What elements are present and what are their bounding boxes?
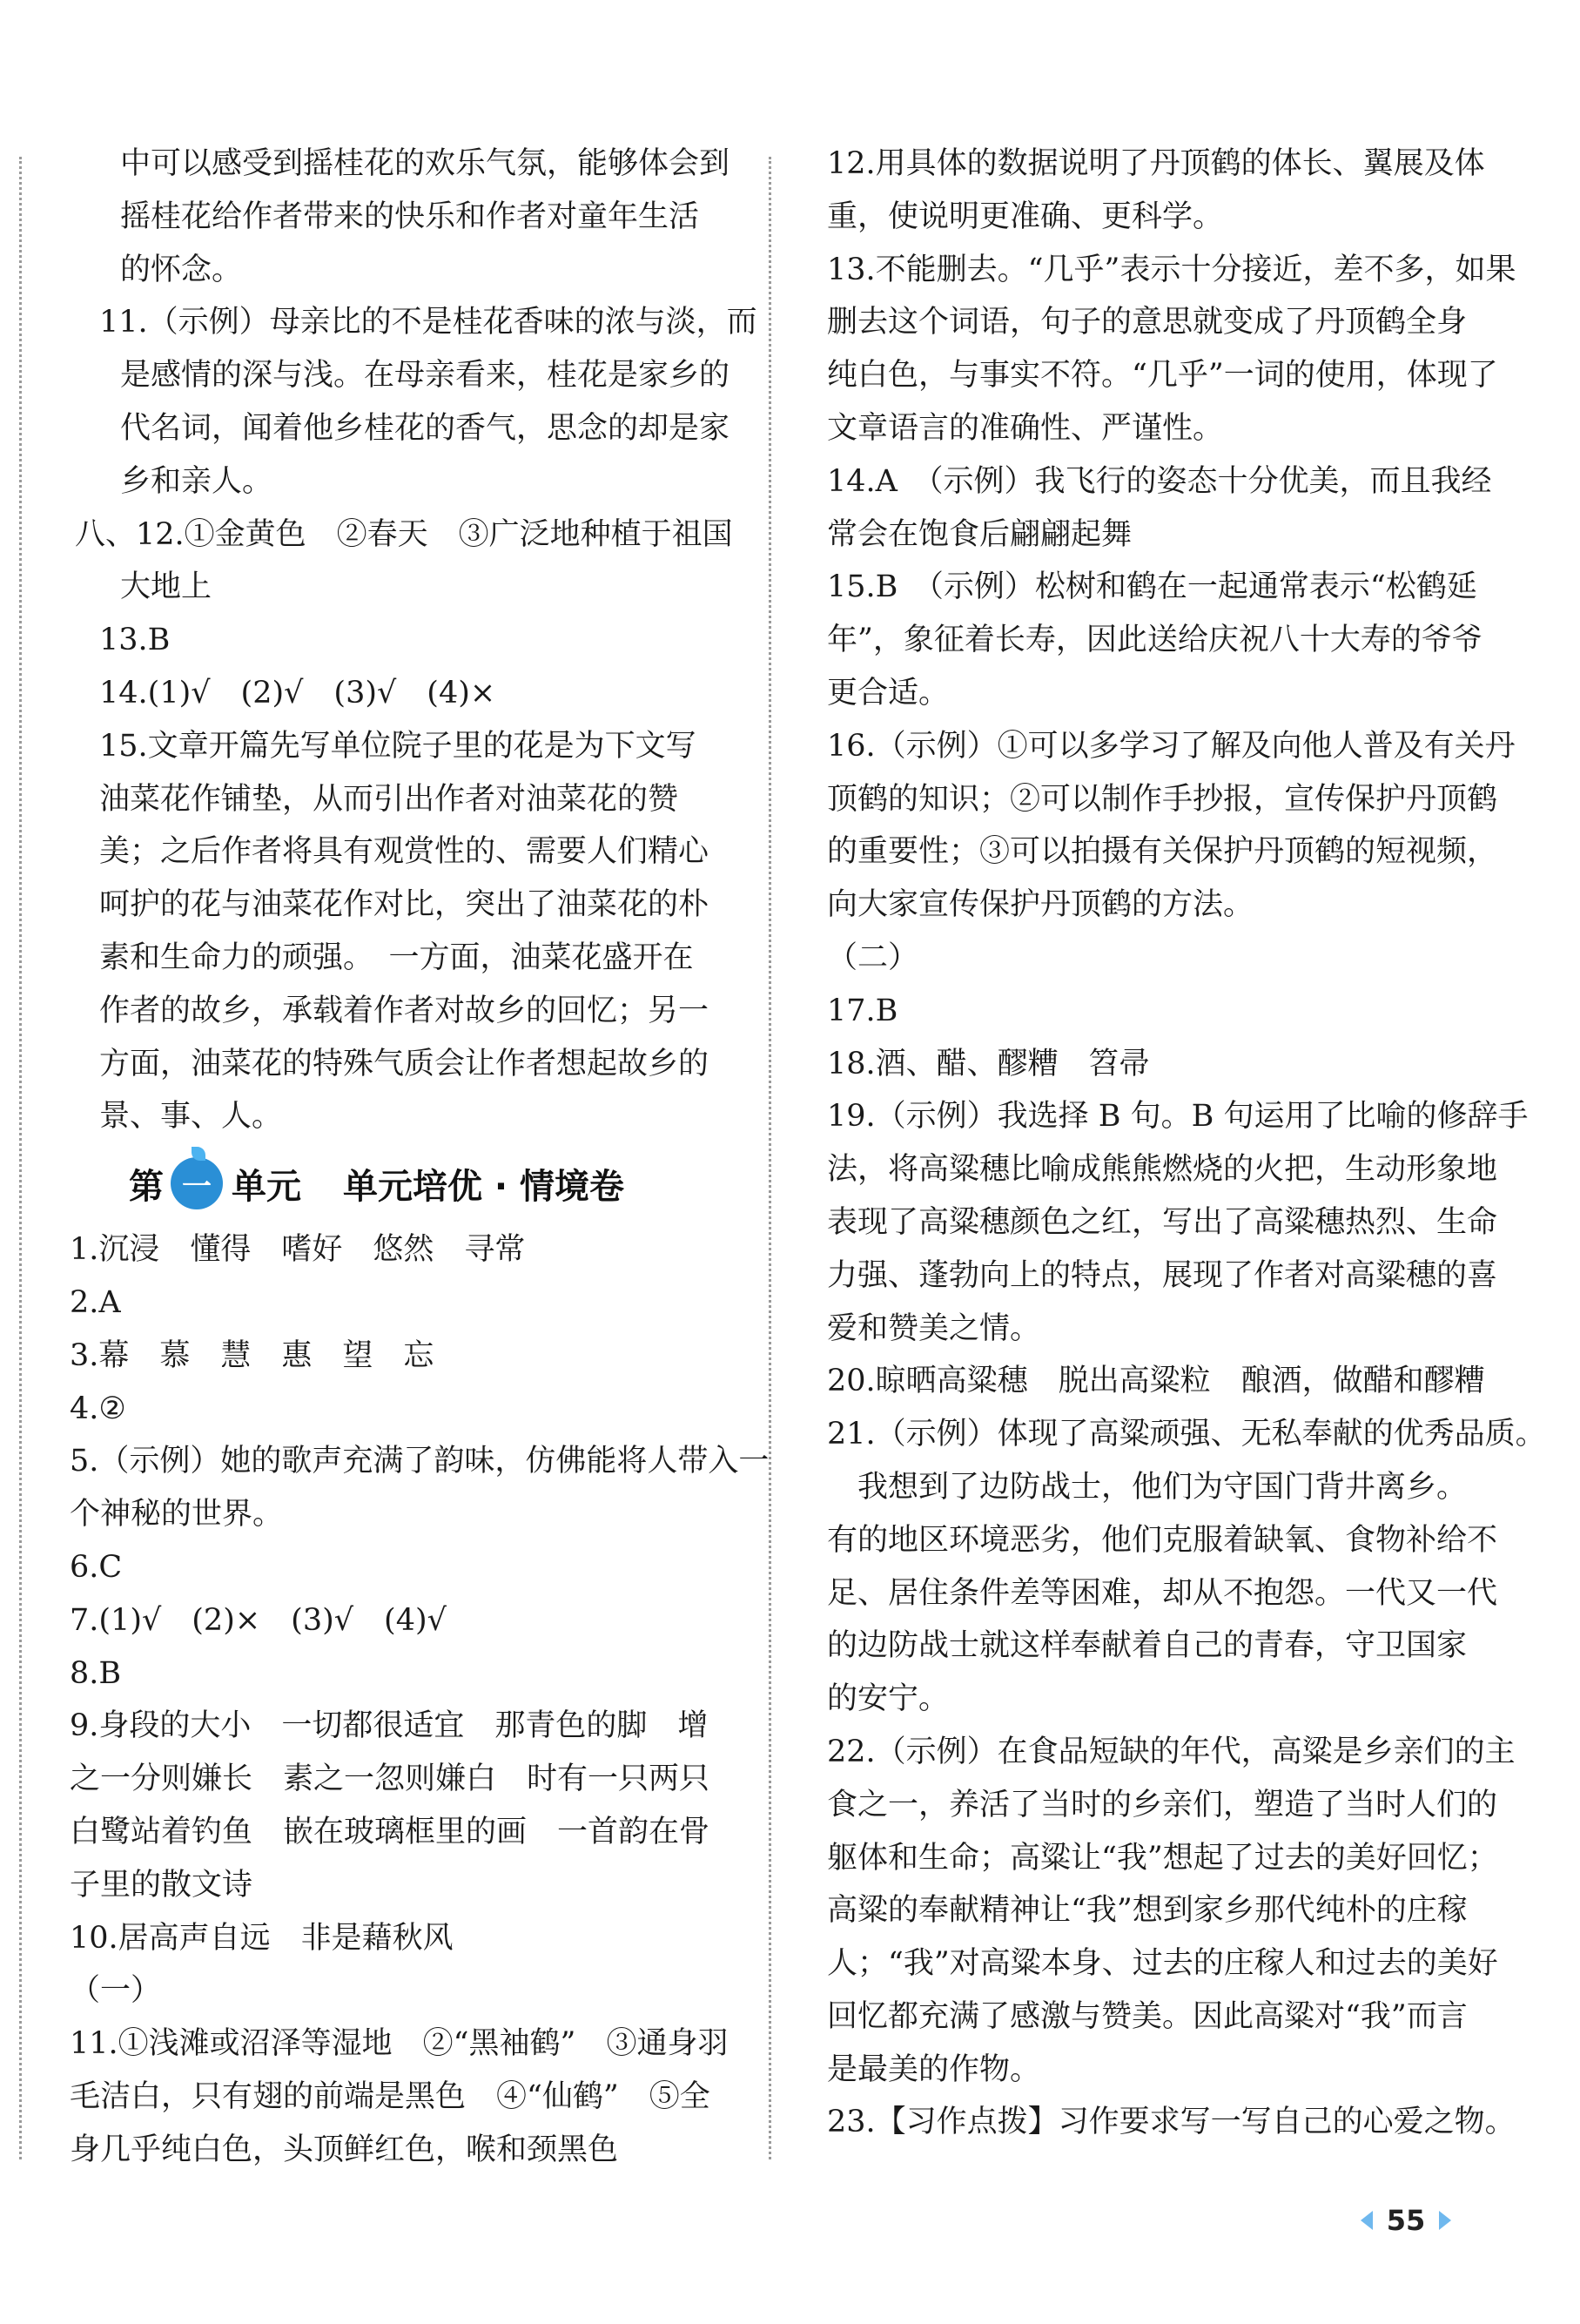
text-line: 的安宁。: [827, 1681, 950, 1717]
prev-arrow-icon: [1361, 2211, 1373, 2230]
text-line: 摇桂花给作者带来的快乐和作者对童年生活: [120, 199, 700, 234]
text-line: 纯白色，与事实不符。“几乎”一词的使用，体现了: [827, 358, 1498, 394]
answer-8: 8.B: [70, 1655, 122, 1691]
text-line: 爱和赞美之情。: [827, 1310, 1041, 1346]
unit-number: 一: [182, 1169, 212, 1204]
answer-11: 11.①浅滩或沼泽等湿地 ②“黑袖鹤” ③通身羽: [70, 2026, 729, 2062]
answer-15: 15.B （示例）松树和鹤在一起通常表示“松鹤延: [827, 569, 1477, 605]
text-line: 足、居住条件差等困难，却从不抱怨。一代又一代: [827, 1575, 1498, 1611]
text-line: 呵护的花与油菜花作对比，突出了油菜花的朴: [99, 887, 709, 923]
text-line: 之一分则嫌长 素之一忽则嫌白 时有一只两只: [70, 1762, 710, 1797]
text-line: 身几乎纯白色，头顶鲜红色，喉和颈黑色: [70, 2132, 619, 2167]
answer-13: 13.不能删去。“几乎”表示十分接近，差不多，如果: [827, 252, 1516, 287]
answer-2: 2.A: [70, 1284, 121, 1320]
text-line: 回忆都充满了感激与赞美。因此高粱对“我”而言: [827, 1998, 1468, 2034]
unit-heading-prefix: 第: [129, 1166, 164, 1207]
text-line: 个神秘的世界。: [70, 1497, 284, 1532]
text-line: 力强、蓬勃向上的特点，展现了作者对高粱穗的喜: [827, 1257, 1498, 1293]
answer-14: 14.(1)√ (2)√ (3)√ (4)×: [99, 675, 496, 711]
text-line: 白鹭站着钓鱼 嵌在玻璃框里的画 一首韵在骨: [70, 1814, 710, 1849]
answer-5: 5.（示例）她的歌声充满了韵味，仿佛能将人带入一: [70, 1444, 770, 1479]
text-line: 的重要性；③可以拍摄有关保护丹顶鹤的短视频，: [827, 834, 1498, 870]
answer-23: 23.【习作点拨】习作要求写一写自己的心爱之物。: [827, 2105, 1516, 2140]
column-divider: [769, 157, 771, 2159]
text-line: 景、事、人。: [99, 1099, 283, 1135]
text-line: 作者的故乡，承载着作者对故乡的回忆；另一: [99, 993, 709, 1028]
section-8-answer-12: 八、12.①金黄色 ②春天 ③广泛地种植于祖国: [75, 516, 733, 552]
text-line: 删去这个词语，句子的意思就变成了丹顶鹤全身: [827, 305, 1468, 340]
answer-14: 14.A （示例）我飞行的姿态十分优美，而且我经: [827, 463, 1492, 499]
text-line: 高粱的奉献精神让“我”想到家乡那代纯朴的庄稼: [827, 1893, 1468, 1929]
answer-12: 12.用具体的数据说明了丹顶鹤的体长、翼展及体: [827, 146, 1485, 181]
page-number: 55: [1386, 2204, 1426, 2237]
page-footer: [1336, 2199, 1476, 2242]
answer-15: 15.文章开篇先写单位院子里的花是为下文写: [99, 728, 696, 764]
answer-17: 17.B: [827, 993, 898, 1028]
answer-20: 20.晾晒高粱穗 脱出高粱粒 酿酒，做醋和醪糟: [827, 1364, 1485, 1399]
unit-heading: [70, 1143, 731, 1223]
answer-6: 6.C: [70, 1549, 123, 1585]
answer-3: 3.幕 慕 慧 惠 望 忘: [70, 1337, 434, 1373]
answer-7: 7.(1)√ (2)× (3)√ (4)√: [70, 1602, 447, 1638]
answer-10: 10.居高声自远 非是藉秋风: [70, 1920, 454, 1956]
text-line: 素和生命力的顽强。 一方面，油菜花盛开在: [99, 940, 694, 975]
text-line: 方面，油菜花的特殊气质会让作者想起故乡的: [99, 1046, 709, 1081]
text-line: 表现了高粱穗颜色之红，写出了高粱穗热烈、生命: [827, 1204, 1498, 1240]
text-line: 是最美的作物。: [827, 2051, 1041, 2087]
text-line: 的边防战士就这样奉献着自己的青春，守卫国家: [827, 1628, 1468, 1664]
text-line: 文章语言的准确性、严谨性。: [827, 410, 1224, 446]
answer-22: 22.（示例）在食品短缺的年代，高粱是乡亲们的主: [827, 1734, 1516, 1769]
unit-heading-title: 单元培优 · 情境卷: [343, 1166, 625, 1207]
text-line: 有的地区环境恶劣，他们克服着缺氧、食物补给不: [827, 1522, 1498, 1558]
text-line: 是感情的深与浅。在母亲看来，桂花是家乡的: [120, 358, 730, 394]
answer-11: 11.（示例）母亲比的不是桂花香味的浓与淡，而: [99, 305, 757, 340]
unit-heading-suffix: 单元: [232, 1166, 301, 1207]
text-line: 躯体和生命；高粱让“我”想起了过去的美好回忆；: [827, 1840, 1498, 1876]
text-line: 的怀念。: [120, 252, 243, 287]
text-line: 毛洁白，只有翅的前端是黑色 ④“仙鹤” ⑤全: [70, 2078, 710, 2114]
answer-4: 4.②: [70, 1391, 126, 1426]
text-line: 油菜花作铺垫，从而引出作者对油菜花的赞: [99, 781, 679, 817]
text-line: 食之一，养活了当时的乡亲们，塑造了当时人们的: [827, 1787, 1498, 1822]
text-line: 美；之后作者将具有观赏性的、需要人们精心: [99, 834, 709, 870]
left-column: [70, 138, 770, 2176]
text-line: 向大家宣传保护丹顶鹤的方法。: [827, 887, 1254, 923]
text-line: 大地上: [120, 569, 212, 605]
text-line: 顶鹤的知识；②可以制作手抄报，宣传保护丹顶鹤: [827, 781, 1498, 817]
text-line: 我想到了边防战士，他们为守国门背井离乡。: [857, 1469, 1468, 1505]
answer-21: 21.（示例）体现了高粱顽强、无私奉献的优秀品质。: [827, 1417, 1546, 1452]
answer-16: 16.（示例）①可以多学习了解及向他人普及有关丹: [827, 728, 1516, 764]
text-line: 代名词，闻着他乡桂花的香气，思念的却是家: [120, 410, 730, 446]
left-margin-divider: [19, 157, 22, 2159]
unit-number-badge: [171, 1157, 223, 1209]
text-line: 年”，象征着长寿，因此送给庆祝八十大寿的爷爷: [827, 623, 1483, 658]
text-line: 人；“我”对高粱本身、过去的庄稼人和过去的美好: [827, 1946, 1498, 1982]
answer-18: 18.酒、醋、醪糟 笤帚: [827, 1046, 1150, 1081]
right-column: [827, 138, 1546, 2149]
next-arrow-icon: [1439, 2211, 1451, 2230]
text-line: 法，将高粱穗比喻成熊熊燃烧的火把，生动形象地: [827, 1152, 1498, 1188]
text-line: 中可以感受到摇桂花的欢乐气氛，能够体会到: [120, 146, 730, 181]
text-line: 子里的散文诗: [70, 1867, 253, 1903]
answer-1: 1.沉浸 懂得 嗜好 悠然 寻常: [70, 1232, 526, 1268]
answer-19: 19.（示例）我选择 B 句。B 句运用了比喻的修辞手: [827, 1099, 1529, 1135]
answer-13: 13.B: [99, 623, 171, 658]
text-line: 重，使说明更准确、更科学。: [827, 199, 1224, 234]
answer-9: 9.身段的大小 一切都很适宜 那青色的脚 增: [70, 1708, 709, 1744]
text-line: 更合适。: [827, 675, 950, 711]
section-2-label: （二）: [827, 940, 919, 975]
section-1-label: （一）: [70, 1973, 162, 2009]
text-line: 乡和亲人。: [120, 463, 273, 499]
text-line: 常会在饱食后翩翩起舞: [827, 516, 1133, 552]
